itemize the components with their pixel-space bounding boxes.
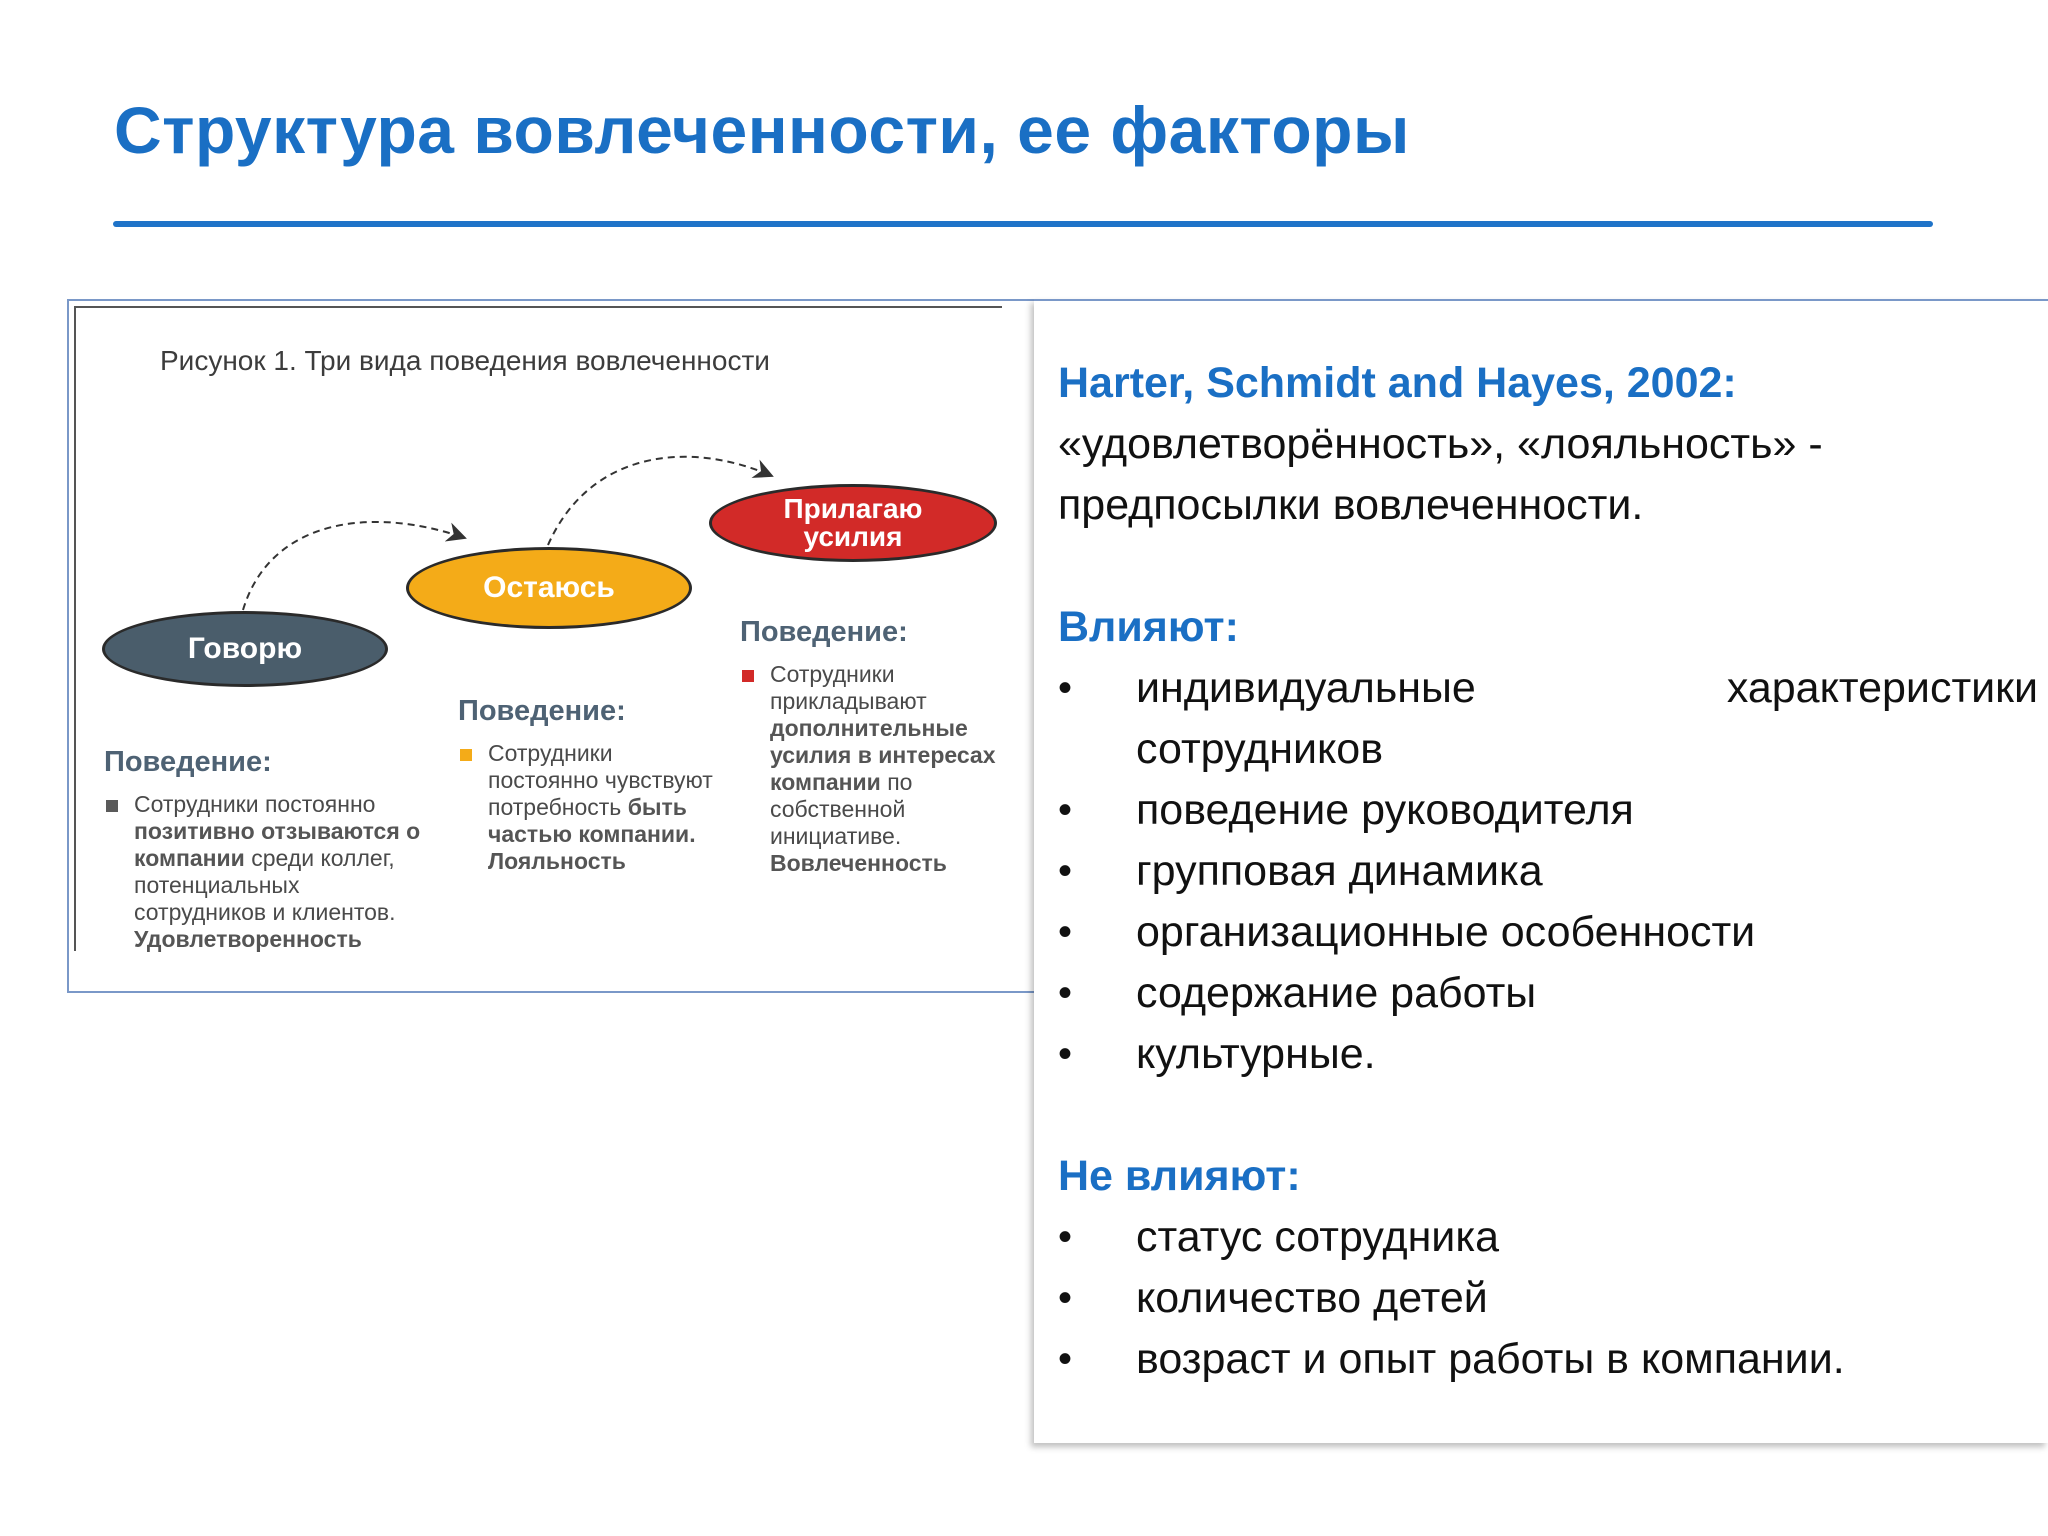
behavior-block-ostayus [458,695,728,875]
influence-list [1058,658,2038,1085]
slide-title: Структура вовлеченности, ее факторы [114,93,1410,167]
list-item: • возраст и опыт работы в компании. [1058,1329,2038,1390]
list-item: • культурные. [1058,1024,2038,1085]
no-influence-heading: Не влияют: [1058,1152,1301,1200]
behavior-heading: Поведение: [458,695,626,727]
behavior-heading: Поведение: [740,616,908,648]
behavior-text: Сотрудники постоянно чувствуют потребность быть частью компании. Лояльность [458,740,728,875]
source-citation: Harter, Schmidt and Hayes, 2002: [1058,359,1737,407]
square-marker-icon [106,800,118,812]
quote-line-2: предпосылки вовлеченности. [1058,481,1644,529]
no-influence-list [1058,1207,2038,1390]
behavior-block-prilagayu [740,616,1010,877]
square-marker-icon [742,670,754,682]
behavior-heading: Поведение: [104,746,272,778]
list-item: • статус сотрудника [1058,1207,2038,1268]
behavior-block-govoryu [104,746,434,953]
stage-prilagayu [709,484,997,562]
list-item: • количество детей [1058,1268,2038,1329]
stage-ostayus [406,547,692,629]
stage-govoryu-label: Говорю [187,632,303,665]
list-item: • индивидуальные характеристики сотрудников [1058,658,2038,780]
behavior-text: Сотрудники прикладывают дополнительные усилия в интересах компании по собственной инициативе. Вовлеченность [740,661,1010,877]
stage-ostayus-label: Остаюсь [483,571,615,604]
list-item: • содержание работы [1058,963,2038,1024]
square-marker-icon [460,749,472,761]
influence-heading: Влияют: [1058,603,1239,651]
stage-govoryu [102,611,388,687]
quote-line-1: «удовлетворённость», «лояльность» - [1058,420,1823,468]
list-item: • организационные особенности [1058,902,2038,963]
behavior-text: Сотрудники постоянно позитивно отзываются о компании среди коллег, потенциальных сотрудников и клиентов. Удовлетворенность [104,791,434,953]
stage-prilagayu-label: Прилагаю усилия [783,493,923,552]
figure-caption: Рисунок 1. Три вида поведения вовлеченности [160,345,770,376]
factors-panel [1034,299,2048,1443]
list-item: • групповая динамика [1058,841,2038,902]
list-item: • поведение руководителя [1058,780,2038,841]
